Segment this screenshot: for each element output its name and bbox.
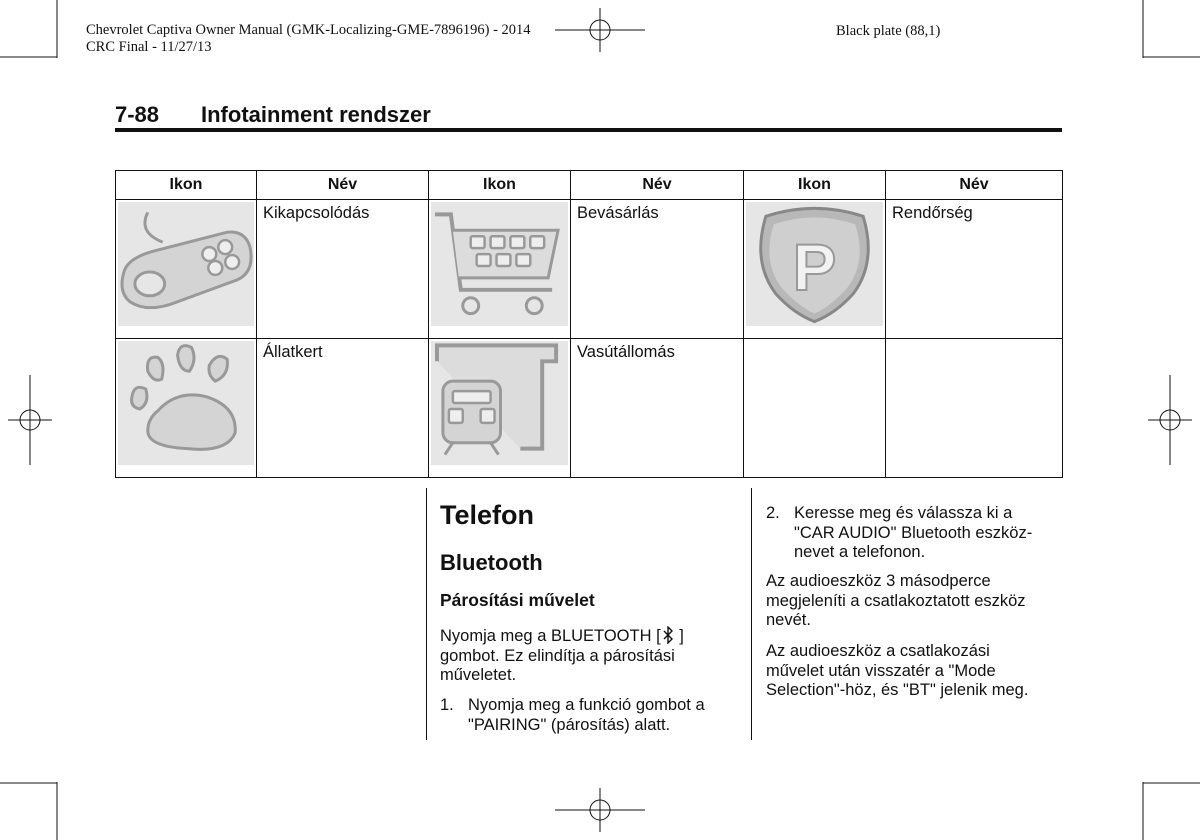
name-cell: Állatkert [257,339,429,478]
column-header: Név [257,171,429,200]
para-line: Selection"-höz, és "BT" jelenik meg. [766,681,1029,699]
column-header: Ikon [429,171,571,200]
train-station-icon [431,341,568,465]
name-cell: Bevásárlás [571,200,744,339]
svg-text:P: P [792,230,837,304]
plate-label: Black plate (88,1) [836,23,941,39]
name-cell: Rendőrség [886,200,1063,339]
list-item [766,504,1066,564]
icon-cell [429,200,571,339]
icon-table [115,170,1063,478]
step-line: Nyomja meg a funkció gombot a [468,696,705,714]
para-line: Az audioeszköz a csatlakozási [766,642,990,660]
column-divider [426,488,427,740]
icon-cell [116,339,257,478]
heading-pairing: Párosítási művelet [440,590,595,610]
table-header-row [116,171,1063,200]
header-line-1: Chevrolet Captiva Owner Manual (GMK-Localizing-GME-7896196) - 2014 [86,22,531,38]
bluetooth-icon [661,626,675,644]
column-header: Ikon [116,171,257,200]
step-line: nevet a telefonon. [794,543,926,561]
step-line: Keresse meg és válassza ki a [794,504,1013,522]
intro-line-2: gombot. Ez elindítja a párosítási [440,646,675,665]
police-badge-icon [746,202,883,326]
paragraph-return [766,642,1028,701]
column-header: Ikon [744,171,886,200]
icon-cell [744,200,886,339]
column-divider [751,488,752,740]
step-number: 1. [440,696,454,714]
para-line: Az audioeszköz 3 másodperce [766,572,991,590]
step-line: "PAIRING" (párosítás) alatt. [468,715,671,734]
gamepad-icon [118,202,254,326]
heading-telefon: Telefon [440,500,534,530]
icon-cell [116,200,257,339]
name-cell: Kikapcsolódás [257,200,429,339]
column-header: Név [571,171,744,200]
intro-paragraph [440,626,684,686]
table-row [116,200,1063,339]
name-cell: Vasútállomás [571,339,744,478]
section-title: Infotainment rendszer [201,102,431,127]
intro-line-3: műveletet. [440,666,517,684]
icon-cell [429,339,571,478]
column-header: Név [886,171,1063,200]
paw-print-icon [118,341,254,465]
empty-name-cell [886,339,1063,478]
shopping-cart-icon [431,202,568,326]
intro-text-b: ] [674,627,684,645]
section-number: 7-88 [115,102,160,127]
step-line: "CAR AUDIO" Bluetooth eszköz- [794,523,1033,542]
paragraph-display [766,572,1026,631]
step-number: 2. [766,504,780,522]
table-row [116,339,1063,478]
para-line: nevét. [766,611,811,629]
header-line-2: CRC Final - 11/27/13 [86,39,212,55]
para-line: művelet után visszatér a "Mode [766,661,996,680]
heading-bluetooth: Bluetooth [440,550,543,575]
list-item [440,696,740,736]
section-rule [115,128,1062,132]
para-line: megjeleníti a csatlakoztatott eszköz [766,591,1026,610]
empty-icon-cell [744,339,886,478]
intro-text-a: Nyomja meg a BLUETOOTH [ [440,627,661,645]
section-heading [115,102,431,128]
